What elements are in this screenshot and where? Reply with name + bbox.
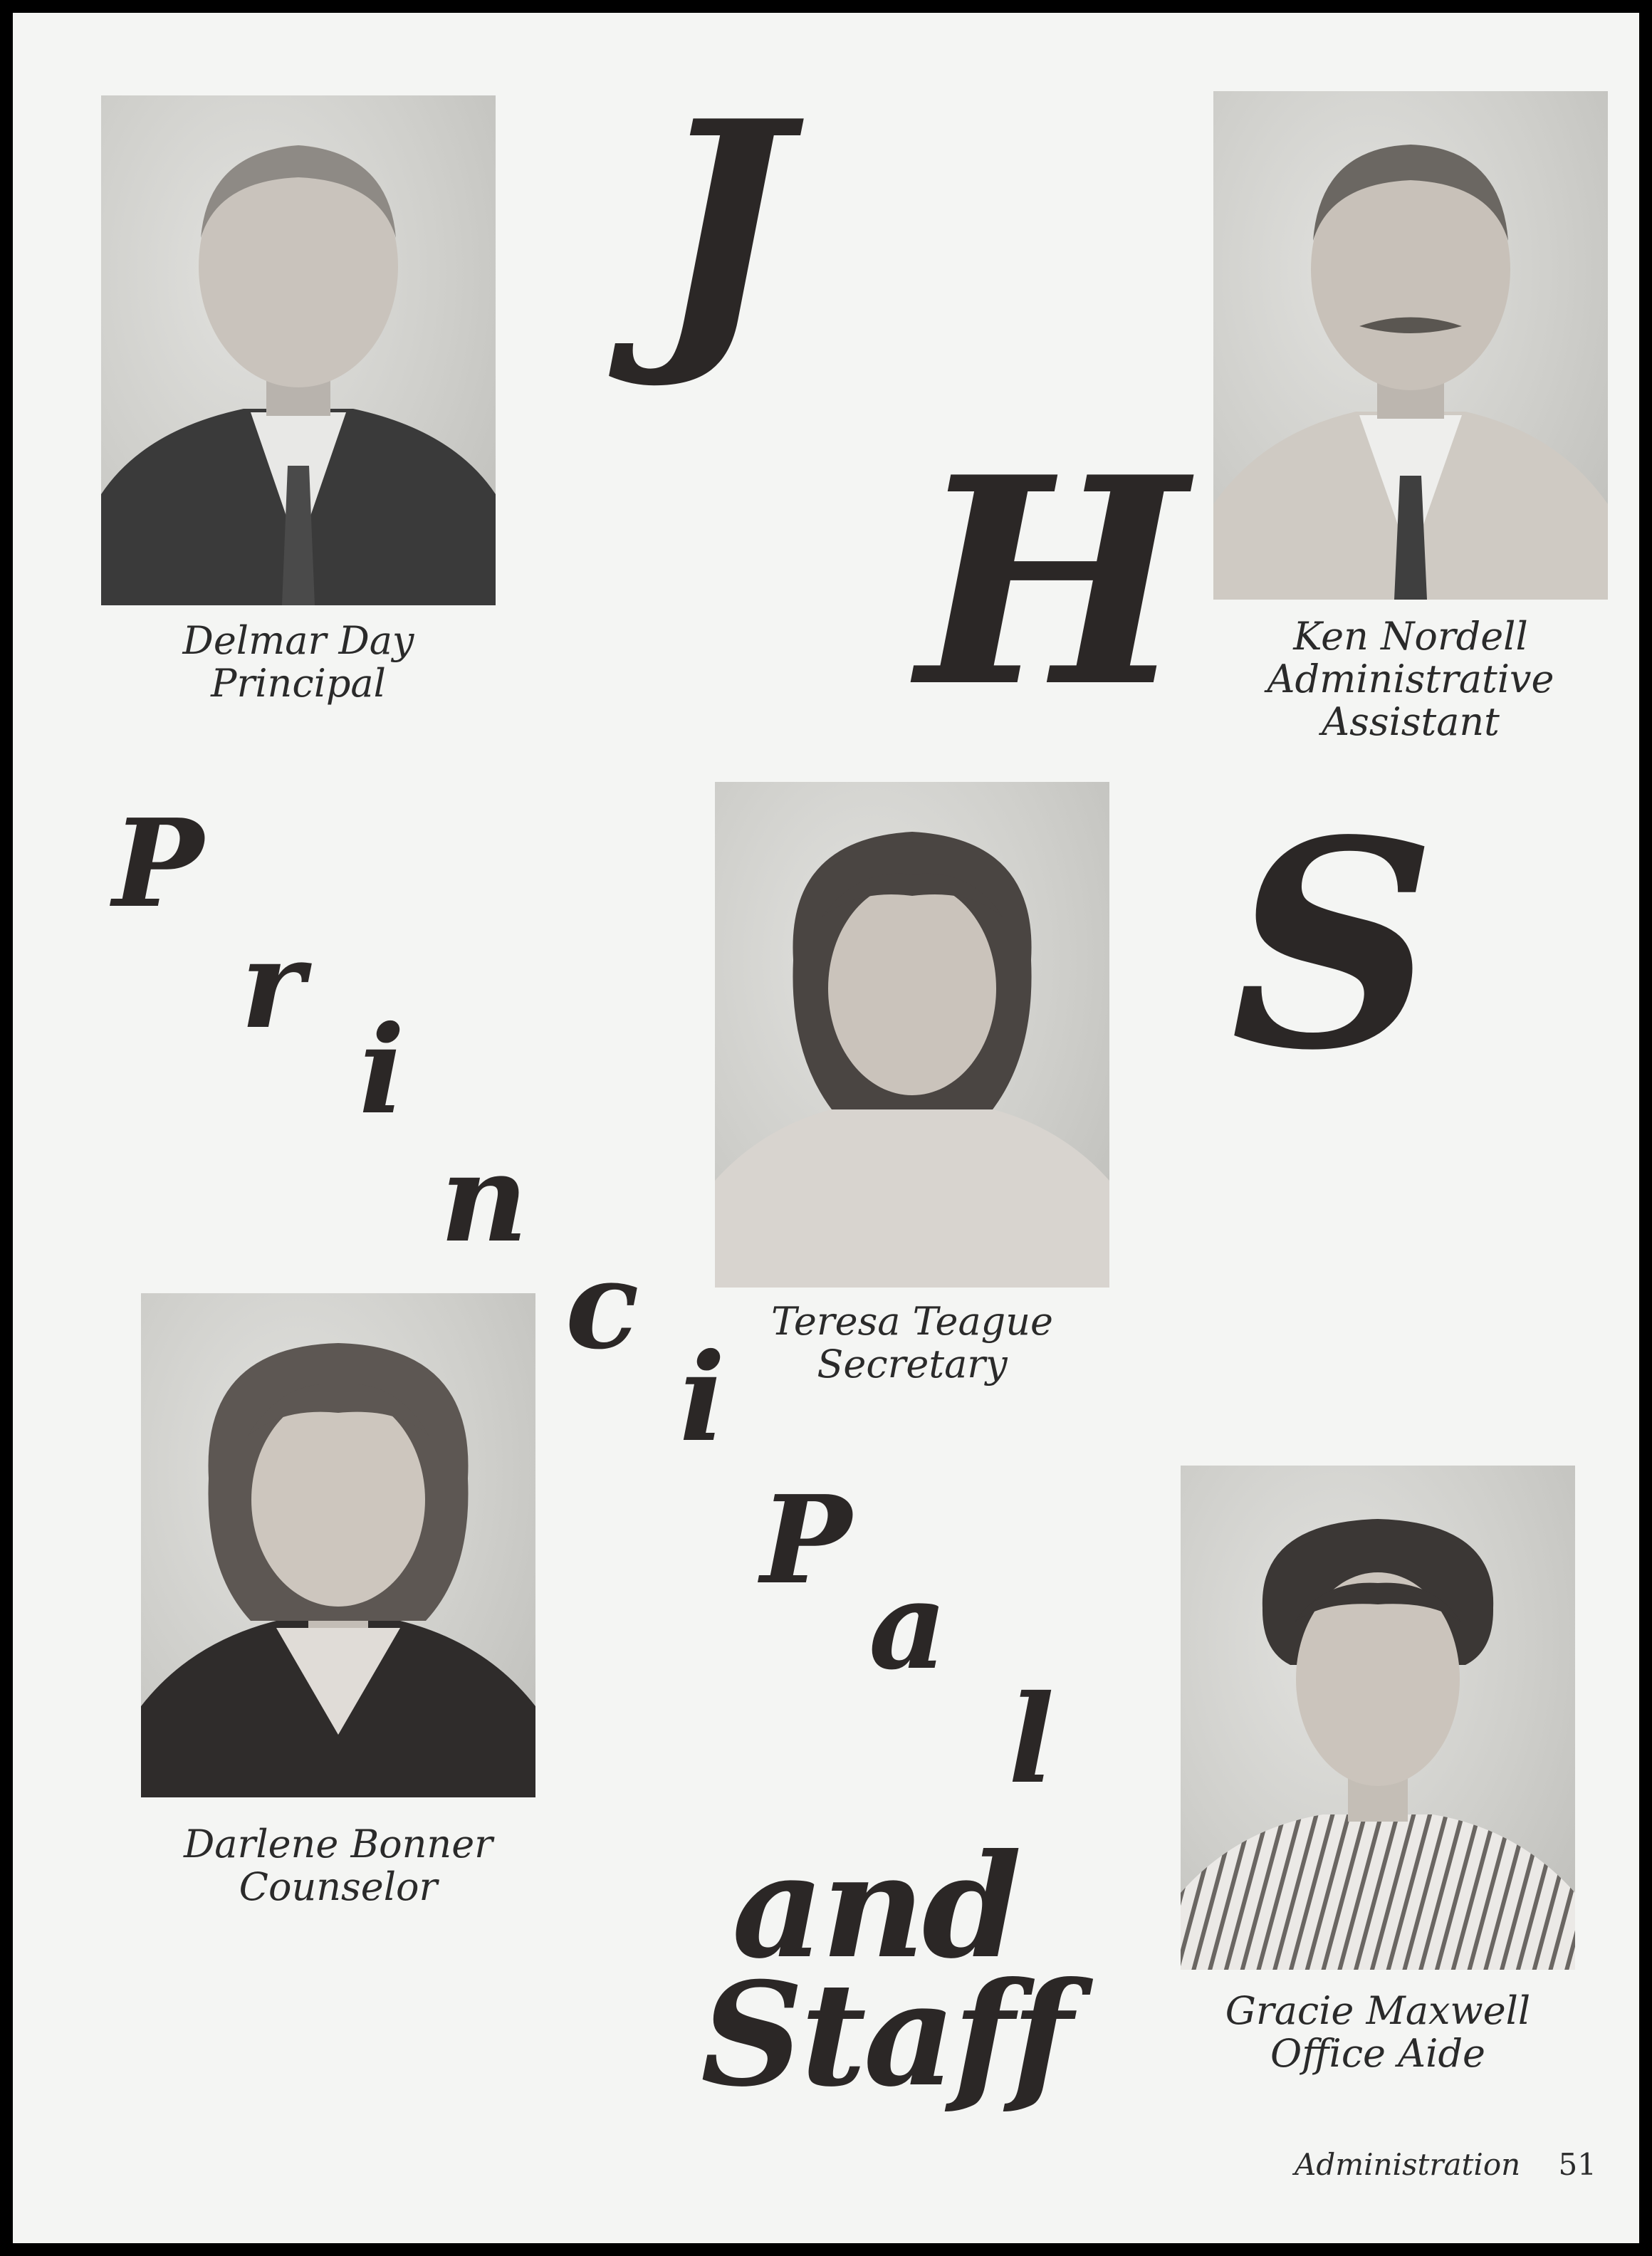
staff-title: Secretary — [817, 1342, 1008, 1386]
staff-name: Teresa Teague — [771, 1299, 1053, 1344]
heading-letter-i2: i — [679, 1327, 726, 1469]
caption-teresa-teague — [715, 1300, 1109, 1386]
staff-title: Office Aide — [1270, 2031, 1485, 2076]
portrait-figure — [101, 95, 496, 605]
staff-title: Counselor — [239, 1864, 438, 1909]
caption-ken-nordell — [1213, 615, 1608, 743]
heading-word-and: and — [732, 1823, 1019, 1990]
heading-letter-a: a — [869, 1555, 948, 1697]
staff-name: Delmar Day — [182, 618, 414, 663]
staff-title-line2: Assistant — [1322, 699, 1500, 744]
staff-title: Principal — [211, 661, 386, 706]
photo-darlene-bonner — [141, 1293, 535, 1797]
yearbook-page — [13, 13, 1639, 2243]
caption-delmar-day — [101, 620, 496, 705]
photo-ken-nordell — [1213, 91, 1608, 600]
staff-name: Ken Nordell — [1293, 614, 1528, 659]
heading-letter-i1: i — [359, 999, 405, 1142]
staff-title-line1: Administrative — [1267, 657, 1554, 701]
heading-letter-j: J — [654, 59, 789, 394]
heading-letter-h: H — [917, 415, 1186, 750]
photo-delmar-day — [101, 95, 496, 605]
heading-word-staff: Staff — [701, 1951, 1070, 2119]
heading-letter-n: n — [440, 1127, 528, 1270]
staff-name: Darlene Bonner — [184, 1822, 493, 1866]
caption-gracie-maxwell — [1181, 1990, 1575, 2075]
portrait-figure — [141, 1293, 535, 1797]
heading-letter-p2: P — [760, 1469, 852, 1612]
photo-teresa-teague — [715, 782, 1109, 1288]
photo-gracie-maxwell — [1181, 1466, 1575, 1970]
heading-letter-p1: P — [113, 793, 204, 935]
footer-section: Administration — [1295, 2147, 1521, 2182]
staff-name: Gracie Maxwell — [1225, 1988, 1531, 2033]
portrait-figure — [715, 782, 1109, 1288]
heading-letter-r: r — [241, 914, 305, 1056]
portrait-figure — [1181, 1466, 1575, 1970]
caption-darlene-bonner — [141, 1823, 535, 1908]
heading-letter-s: S — [1230, 778, 1436, 1113]
page-number: 51 — [1558, 2147, 1596, 2182]
portrait-figure — [1213, 91, 1608, 600]
heading-letter-c: c — [565, 1234, 639, 1377]
page-footer — [1295, 2147, 1596, 2182]
heading-letter-l: l — [1008, 1668, 1055, 1811]
